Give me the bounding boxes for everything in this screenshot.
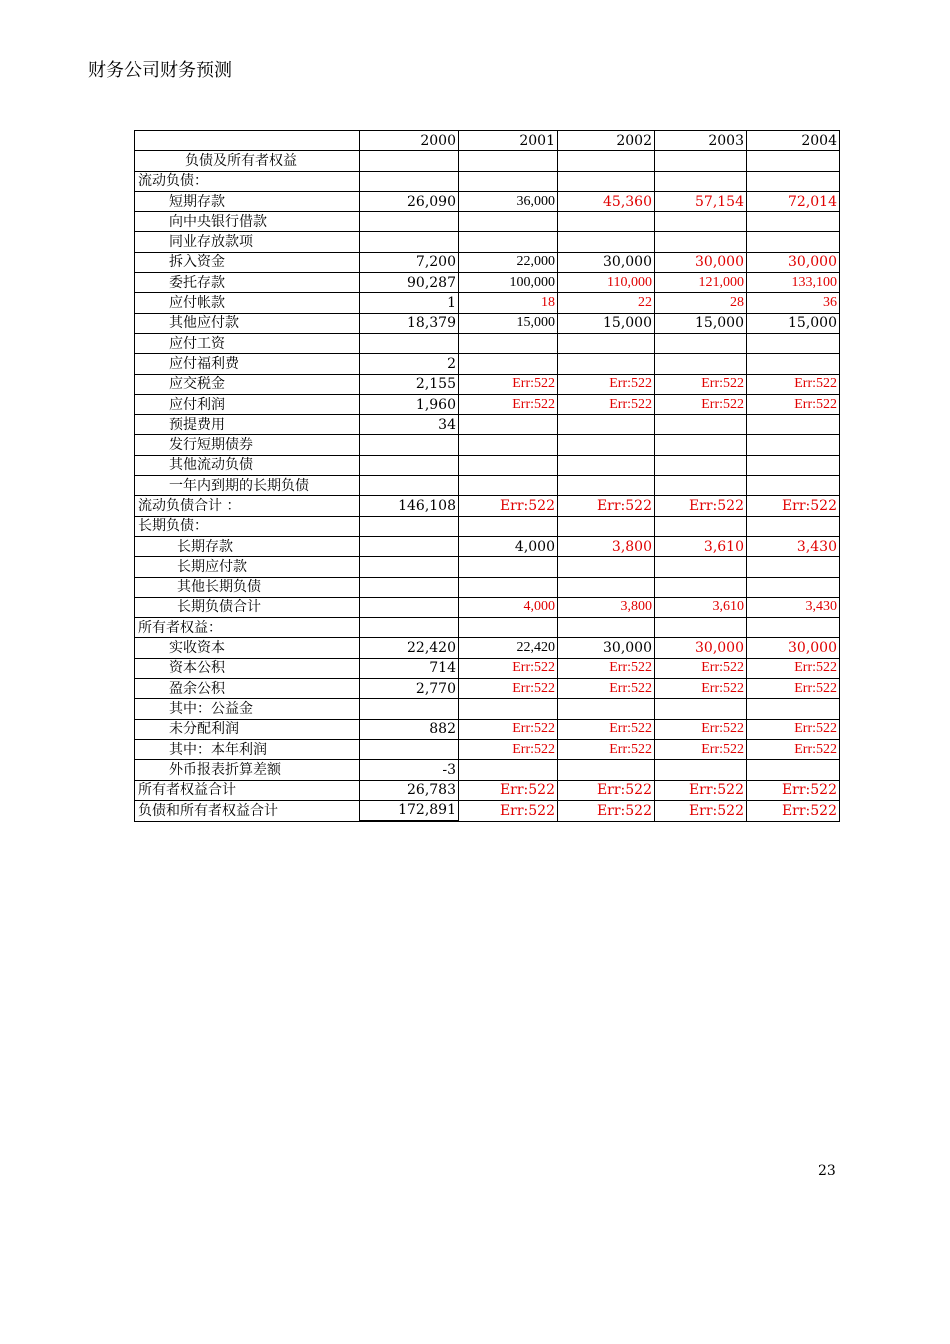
value-cell-2002: Err:522 — [558, 719, 655, 739]
value-cell-2001 — [459, 455, 558, 475]
value-cell-2001 — [459, 516, 558, 536]
row-label: 未分配利润 — [135, 719, 360, 739]
value-cell-2000 — [360, 435, 459, 455]
year-header-row — [135, 131, 840, 151]
table-row — [135, 638, 840, 658]
value-cell-2000 — [360, 232, 459, 252]
table-row — [135, 354, 840, 374]
value-cell-2000 — [360, 739, 459, 759]
row-label: 负债和所有者权益合计 — [135, 800, 360, 821]
row-label: 应付福利费 — [135, 354, 360, 374]
table-row — [135, 739, 840, 759]
value-cell-2000: 26,090 — [360, 191, 459, 211]
row-label: 长期负债合计 — [135, 597, 360, 617]
value-cell-2002: 3,800 — [558, 536, 655, 556]
value-cell-2003: 57,154 — [655, 191, 747, 211]
value-cell-2002: Err:522 — [558, 394, 655, 414]
value-cell-2002 — [558, 435, 655, 455]
value-cell-2002 — [558, 699, 655, 719]
table-body — [135, 151, 840, 821]
table-row — [135, 557, 840, 577]
table-row — [135, 435, 840, 455]
row-label: 资本公积 — [135, 658, 360, 678]
value-cell-2001: 18 — [459, 293, 558, 313]
row-label: 其他长期负债 — [135, 577, 360, 597]
value-cell-2002: Err:522 — [558, 679, 655, 699]
value-cell-2003: Err:522 — [655, 658, 747, 678]
value-cell-2002: 15,000 — [558, 313, 655, 333]
value-cell-2002 — [558, 618, 655, 638]
value-cell-2000 — [360, 516, 459, 536]
value-cell-2004 — [747, 435, 840, 455]
value-cell-2001 — [459, 171, 558, 191]
value-cell-2000 — [360, 171, 459, 191]
value-cell-2003: Err:522 — [655, 374, 747, 394]
value-cell-2002 — [558, 212, 655, 232]
value-cell-2002 — [558, 415, 655, 435]
value-cell-2001: 36,000 — [459, 191, 558, 211]
value-cell-2002: Err:522 — [558, 658, 655, 678]
value-cell-2002: Err:522 — [558, 800, 655, 821]
value-cell-2004 — [747, 232, 840, 252]
row-label: 流动负债合计 ： — [135, 496, 360, 516]
value-cell-2001: Err:522 — [459, 780, 558, 800]
page-title: 财务公司财务预测 — [88, 60, 232, 81]
value-cell-2001 — [459, 618, 558, 638]
row-label: 所有者权益合计 — [135, 780, 360, 800]
value-cell-2003 — [655, 760, 747, 780]
value-cell-2003: Err:522 — [655, 800, 747, 821]
value-cell-2001: Err:522 — [459, 394, 558, 414]
value-cell-2004: 30,000 — [747, 638, 840, 658]
table-row — [135, 658, 840, 678]
value-cell-2000: 26,783 — [360, 780, 459, 800]
value-cell-2001: 22,000 — [459, 252, 558, 272]
value-cell-2001: 100,000 — [459, 273, 558, 293]
value-cell-2001: 15,000 — [459, 313, 558, 333]
value-cell-2002: Err:522 — [558, 496, 655, 516]
table-row — [135, 273, 840, 293]
balance-sheet-table — [134, 130, 840, 822]
header-corner-cell — [135, 131, 360, 151]
value-cell-2004 — [747, 171, 840, 191]
row-label: 拆入资金 — [135, 252, 360, 272]
value-cell-2003 — [655, 476, 747, 496]
table-row — [135, 780, 840, 800]
page-number: 23 — [818, 1163, 836, 1179]
value-cell-2000: 18,379 — [360, 313, 459, 333]
value-cell-2004: Err:522 — [747, 394, 840, 414]
value-cell-2000 — [360, 597, 459, 617]
value-cell-2000 — [360, 699, 459, 719]
row-label: 长期存款 — [135, 536, 360, 556]
value-cell-2000 — [360, 476, 459, 496]
row-label: 盈余公积 — [135, 679, 360, 699]
value-cell-2003 — [655, 455, 747, 475]
value-cell-2003: Err:522 — [655, 739, 747, 759]
value-cell-2001 — [459, 354, 558, 374]
value-cell-2001 — [459, 476, 558, 496]
value-cell-2003 — [655, 333, 747, 353]
value-cell-2001 — [459, 333, 558, 353]
value-cell-2002: 110,000 — [558, 273, 655, 293]
value-cell-2004 — [747, 476, 840, 496]
table-row — [135, 232, 840, 252]
value-cell-2004 — [747, 699, 840, 719]
value-cell-2000 — [360, 455, 459, 475]
value-cell-2004 — [747, 577, 840, 597]
value-cell-2004 — [747, 760, 840, 780]
value-cell-2002 — [558, 171, 655, 191]
value-cell-2003 — [655, 557, 747, 577]
value-cell-2003: 121,000 — [655, 273, 747, 293]
value-cell-2003: 15,000 — [655, 313, 747, 333]
value-cell-2002: 30,000 — [558, 252, 655, 272]
value-cell-2004 — [747, 354, 840, 374]
value-cell-2002 — [558, 455, 655, 475]
value-cell-2000: 2,155 — [360, 374, 459, 394]
value-cell-2002: Err:522 — [558, 374, 655, 394]
value-cell-2002: 3,800 — [558, 597, 655, 617]
value-cell-2000 — [360, 557, 459, 577]
value-cell-2002 — [558, 516, 655, 536]
value-cell-2001 — [459, 435, 558, 455]
value-cell-2004 — [747, 151, 840, 171]
value-cell-2002 — [558, 476, 655, 496]
value-cell-2001 — [459, 415, 558, 435]
row-label: 外币报表折算差额 — [135, 760, 360, 780]
row-label: 实收资本 — [135, 638, 360, 658]
value-cell-2003: Err:522 — [655, 496, 747, 516]
table-row — [135, 151, 840, 171]
value-cell-2001 — [459, 699, 558, 719]
value-cell-2004 — [747, 212, 840, 232]
value-cell-2002: Err:522 — [558, 780, 655, 800]
value-cell-2004 — [747, 618, 840, 638]
value-cell-2004 — [747, 516, 840, 536]
value-cell-2003 — [655, 699, 747, 719]
row-label: 应付利润 — [135, 394, 360, 414]
value-cell-2003 — [655, 435, 747, 455]
value-cell-2003: 28 — [655, 293, 747, 313]
value-cell-2003: 30,000 — [655, 638, 747, 658]
row-label: 同业存放款项 — [135, 232, 360, 252]
value-cell-2003: 3,610 — [655, 536, 747, 556]
value-cell-2004: Err:522 — [747, 496, 840, 516]
value-cell-2003 — [655, 415, 747, 435]
value-cell-2004: Err:522 — [747, 374, 840, 394]
row-label: 其中：本年利润 — [135, 739, 360, 759]
value-cell-2004: 3,430 — [747, 597, 840, 617]
table-row — [135, 455, 840, 475]
value-cell-2000: 7,200 — [360, 252, 459, 272]
value-cell-2004: Err:522 — [747, 800, 840, 821]
value-cell-2004: 133,100 — [747, 273, 840, 293]
table-row — [135, 374, 840, 394]
value-cell-2004: 72,014 — [747, 191, 840, 211]
value-cell-2004 — [747, 415, 840, 435]
row-label: 发行短期债券 — [135, 435, 360, 455]
value-cell-2004: Err:522 — [747, 658, 840, 678]
value-cell-2003 — [655, 618, 747, 638]
row-label: 短期存款 — [135, 191, 360, 211]
year-header-2004: 2004 — [747, 131, 840, 151]
value-cell-2002 — [558, 151, 655, 171]
value-cell-2000 — [360, 536, 459, 556]
row-label: 向中央银行借款 — [135, 212, 360, 232]
value-cell-2000: 172,891 — [360, 800, 459, 821]
value-cell-2000 — [360, 577, 459, 597]
value-cell-2000: 2,770 — [360, 679, 459, 699]
table-row — [135, 394, 840, 414]
value-cell-2000: 22,420 — [360, 638, 459, 658]
value-cell-2001: 22,420 — [459, 638, 558, 658]
value-cell-2000: 90,287 — [360, 273, 459, 293]
table-row — [135, 516, 840, 536]
value-cell-2001: 4,000 — [459, 536, 558, 556]
value-cell-2001: Err:522 — [459, 374, 558, 394]
table-row — [135, 577, 840, 597]
value-cell-2003: Err:522 — [655, 780, 747, 800]
row-label: 流动负债： — [135, 171, 360, 191]
value-cell-2001: Err:522 — [459, 679, 558, 699]
row-label: 应付工资 — [135, 333, 360, 353]
row-label: 负债及所有者权益 — [135, 151, 360, 171]
value-cell-2004: Err:522 — [747, 739, 840, 759]
value-cell-2000: 1,960 — [360, 394, 459, 414]
value-cell-2004 — [747, 557, 840, 577]
table-row — [135, 699, 840, 719]
row-label: 其他流动负债 — [135, 455, 360, 475]
table-row — [135, 415, 840, 435]
value-cell-2003: 30,000 — [655, 252, 747, 272]
table-row — [135, 800, 840, 821]
value-cell-2000 — [360, 212, 459, 232]
value-cell-2001: Err:522 — [459, 800, 558, 821]
value-cell-2003: 3,610 — [655, 597, 747, 617]
value-cell-2001 — [459, 760, 558, 780]
value-cell-2000: -3 — [360, 760, 459, 780]
value-cell-2004: 30,000 — [747, 252, 840, 272]
value-cell-2003: Err:522 — [655, 679, 747, 699]
year-header-2000: 2000 — [360, 131, 459, 151]
value-cell-2000: 2 — [360, 354, 459, 374]
row-label: 一年内到期的长期负债 — [135, 476, 360, 496]
value-cell-2003 — [655, 171, 747, 191]
table-row — [135, 476, 840, 496]
value-cell-2002 — [558, 354, 655, 374]
value-cell-2003: Err:522 — [655, 394, 747, 414]
table-row — [135, 679, 840, 699]
row-label: 委托存款 — [135, 273, 360, 293]
value-cell-2000: 714 — [360, 658, 459, 678]
value-cell-2000 — [360, 333, 459, 353]
year-header-2002: 2002 — [558, 131, 655, 151]
row-label: 预提费用 — [135, 415, 360, 435]
value-cell-2004: Err:522 — [747, 719, 840, 739]
year-header-2003: 2003 — [655, 131, 747, 151]
value-cell-2002 — [558, 333, 655, 353]
table-row — [135, 252, 840, 272]
value-cell-2002 — [558, 557, 655, 577]
value-cell-2004: 3,430 — [747, 536, 840, 556]
row-label: 其中：公益金 — [135, 699, 360, 719]
value-cell-2000 — [360, 151, 459, 171]
table-row — [135, 536, 840, 556]
value-cell-2004: 36 — [747, 293, 840, 313]
value-cell-2001: 4,000 — [459, 597, 558, 617]
row-label: 应付帐款 — [135, 293, 360, 313]
table-row — [135, 719, 840, 739]
row-label: 应交税金 — [135, 374, 360, 394]
value-cell-2003 — [655, 212, 747, 232]
value-cell-2001 — [459, 577, 558, 597]
table-row — [135, 597, 840, 617]
table-row — [135, 171, 840, 191]
value-cell-2001 — [459, 232, 558, 252]
table-row — [135, 191, 840, 211]
value-cell-2004 — [747, 455, 840, 475]
value-cell-2003 — [655, 516, 747, 536]
table-row — [135, 496, 840, 516]
value-cell-2001 — [459, 151, 558, 171]
value-cell-2000: 146,108 — [360, 496, 459, 516]
row-label: 其他应付款 — [135, 313, 360, 333]
table-row — [135, 333, 840, 353]
value-cell-2004 — [747, 333, 840, 353]
row-label: 长期应付款 — [135, 557, 360, 577]
value-cell-2001 — [459, 212, 558, 232]
value-cell-2004: Err:522 — [747, 780, 840, 800]
value-cell-2000 — [360, 618, 459, 638]
value-cell-2003 — [655, 151, 747, 171]
value-cell-2002 — [558, 760, 655, 780]
table-row — [135, 212, 840, 232]
value-cell-2001 — [459, 557, 558, 577]
table-row — [135, 313, 840, 333]
value-cell-2003 — [655, 354, 747, 374]
value-cell-2004: Err:522 — [747, 679, 840, 699]
value-cell-2003 — [655, 232, 747, 252]
table-row — [135, 760, 840, 780]
row-label: 长期负债： — [135, 516, 360, 536]
value-cell-2000: 34 — [360, 415, 459, 435]
value-cell-2002: Err:522 — [558, 739, 655, 759]
value-cell-2001: Err:522 — [459, 719, 558, 739]
value-cell-2002: 30,000 — [558, 638, 655, 658]
value-cell-2002: 45,360 — [558, 191, 655, 211]
value-cell-2003 — [655, 577, 747, 597]
value-cell-2001: Err:522 — [459, 496, 558, 516]
value-cell-2002: 22 — [558, 293, 655, 313]
value-cell-2000: 882 — [360, 719, 459, 739]
value-cell-2002 — [558, 577, 655, 597]
value-cell-2001: Err:522 — [459, 658, 558, 678]
year-header-2001: 2001 — [459, 131, 558, 151]
value-cell-2004: 15,000 — [747, 313, 840, 333]
value-cell-2002 — [558, 232, 655, 252]
table-row — [135, 618, 840, 638]
row-label: 所有者权益： — [135, 618, 360, 638]
table-row — [135, 293, 840, 313]
value-cell-2000: 1 — [360, 293, 459, 313]
value-cell-2003: Err:522 — [655, 719, 747, 739]
value-cell-2001: Err:522 — [459, 739, 558, 759]
